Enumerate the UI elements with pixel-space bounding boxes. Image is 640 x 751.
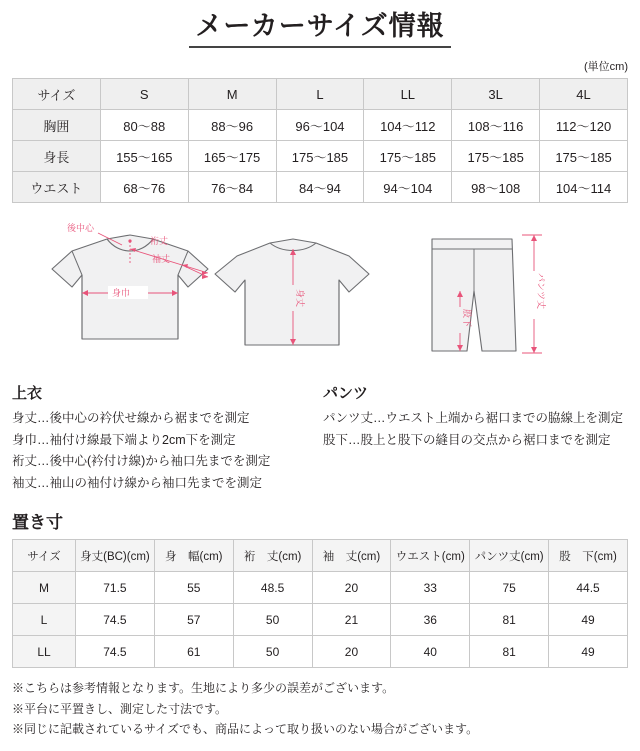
cell-bust-s: 80〜88 [100, 110, 188, 141]
table-row [13, 141, 628, 172]
description-top-line-4: 袖丈…袖山の袖付け線から袖口先までを測定 [12, 475, 263, 490]
unit-note: (単位cm) [584, 61, 628, 74]
cell-height-3l: 175〜185 [452, 141, 540, 172]
cell-yuki-ll: 50 [233, 636, 312, 668]
column-header-l: L [276, 79, 364, 110]
page-title: メーカーサイズ情報 [189, 10, 450, 48]
cell-sode-l: 21 [312, 604, 391, 636]
description-top-line-2: 身巾…袖付け線最下端より2cm下を測定 [12, 432, 236, 447]
description-pants [317, 382, 628, 494]
label-mihaba: 身巾 [112, 288, 131, 299]
label-inseam: 股下 [462, 309, 472, 328]
cell-height-4l: 175〜185 [540, 141, 628, 172]
cell-inseam-ll: 49 [549, 636, 628, 668]
measurement-diagram [12, 221, 628, 376]
cell-bust-4l: 112〜120 [540, 110, 628, 141]
cell-waist-4l: 104〜114 [540, 172, 628, 203]
table-row [13, 110, 628, 141]
column-header-mihaba: 身 幅(cm) [154, 540, 233, 572]
footnote-3: ※同じに記載されているサイズでも、商品によって取り扱いのない場合がございます。 [12, 721, 479, 736]
cell-yuki-l: 50 [233, 604, 312, 636]
cell-waist-m: 76〜84 [188, 172, 276, 203]
descriptions [12, 382, 628, 494]
column-header-s: S [100, 79, 188, 110]
cell-size-ll: LL [13, 636, 76, 668]
label-yuki: 裄丈 [150, 236, 169, 247]
cell-mitake-m: 71.5 [76, 572, 155, 604]
column-header-inseam: 股 下(cm) [549, 540, 628, 572]
cell-bust-l: 96〜104 [276, 110, 364, 141]
column-header-yuki: 裄 丈(cm) [233, 540, 312, 572]
garment-pants-illustration [432, 239, 516, 351]
label-pants-length: パンツ丈 [536, 273, 546, 310]
description-top-heading: 上衣 [12, 385, 43, 403]
table-header-row [13, 540, 628, 572]
cell-mihaba-l: 57 [154, 604, 233, 636]
cell-waist-l: 36 [391, 604, 470, 636]
column-header-mitake: 身丈(BC)(cm) [76, 540, 155, 572]
cell-sode-m: 20 [312, 572, 391, 604]
cell-inseam-l: 49 [549, 604, 628, 636]
cell-inseam-m: 44.5 [549, 572, 628, 604]
footnote-1: ※こちらは参考情報となります。生地により多少の誤差がございます。 [12, 681, 395, 696]
column-header-waist: ウエスト(cm) [391, 540, 470, 572]
table-header-row [13, 79, 628, 110]
table-row [13, 604, 628, 636]
cell-pants-length-l: 81 [470, 604, 549, 636]
table-row [13, 572, 628, 604]
cell-height-l: 175〜185 [276, 141, 364, 172]
cell-size-l: L [13, 604, 76, 636]
cell-height-ll: 175〜185 [364, 141, 452, 172]
okizun-table [12, 539, 628, 668]
cell-waist-3l: 98〜108 [452, 172, 540, 203]
description-top [12, 382, 317, 494]
cell-bust-ll: 104〜112 [364, 110, 452, 141]
cell-pants-length-ll: 81 [470, 636, 549, 668]
footnote-2: ※平台に平置きし、測定した寸法です。 [12, 701, 228, 716]
annotation-pants-length [522, 235, 547, 353]
cell-mihaba-m: 55 [154, 572, 233, 604]
okizun-heading: 置き寸 [12, 513, 63, 533]
column-header-m: M [188, 79, 276, 110]
cell-height-m: 165〜175 [188, 141, 276, 172]
maker-size-table [12, 78, 628, 203]
description-top-line-1: 身丈…後中心の衿伏せ線から裾までを測定 [12, 411, 250, 426]
description-top-line-3: 裄丈…後中心(衿付け線)から袖口先までを測定 [12, 454, 271, 469]
cell-waist-m: 33 [391, 572, 470, 604]
column-header-size: サイズ [13, 540, 76, 572]
description-pants-heading: パンツ [323, 385, 369, 403]
cell-waist-ll: 40 [391, 636, 470, 668]
cell-height-s: 155〜165 [100, 141, 188, 172]
cell-bust-3l: 108〜116 [452, 110, 540, 141]
cell-sode-ll: 20 [312, 636, 391, 668]
column-header-ll: LL [364, 79, 452, 110]
cell-bust-m: 88〜96 [188, 110, 276, 141]
label-back-center: 後中心 [67, 223, 95, 234]
column-header-pants-length: パンツ丈(cm) [470, 540, 549, 572]
column-header-sode: 袖 丈(cm) [312, 540, 391, 572]
table-row [13, 172, 628, 203]
cell-waist-ll: 94〜104 [364, 172, 452, 203]
cell-size-m: M [13, 572, 76, 604]
cell-waist-l: 84〜94 [276, 172, 364, 203]
description-pants-line-2: 股下…股上と股下の縫目の交点から裾口までを測定 [323, 432, 611, 447]
column-header-3l: 3L [452, 79, 540, 110]
cell-mihaba-ll: 61 [154, 636, 233, 668]
row-header-bust: 胸囲 [13, 110, 101, 141]
label-mitake: 身丈 [295, 289, 305, 308]
footnotes [12, 678, 628, 738]
column-header-4l: 4L [540, 79, 628, 110]
title-block [0, 0, 640, 48]
cell-mitake-ll: 74.5 [76, 636, 155, 668]
column-header-size: サイズ [13, 79, 101, 110]
row-header-height: 身長 [13, 141, 101, 172]
description-pants-line-1: パンツ丈…ウエスト上端から裾口までの脇線上を測定 [323, 411, 624, 426]
cell-mitake-l: 74.5 [76, 604, 155, 636]
table-row [13, 636, 628, 668]
row-header-waist: ウエスト [13, 172, 101, 203]
label-sode: 袖丈 [152, 254, 171, 265]
cell-yuki-m: 48.5 [233, 572, 312, 604]
cell-pants-length-m: 75 [470, 572, 549, 604]
cell-waist-s: 68〜76 [100, 172, 188, 203]
